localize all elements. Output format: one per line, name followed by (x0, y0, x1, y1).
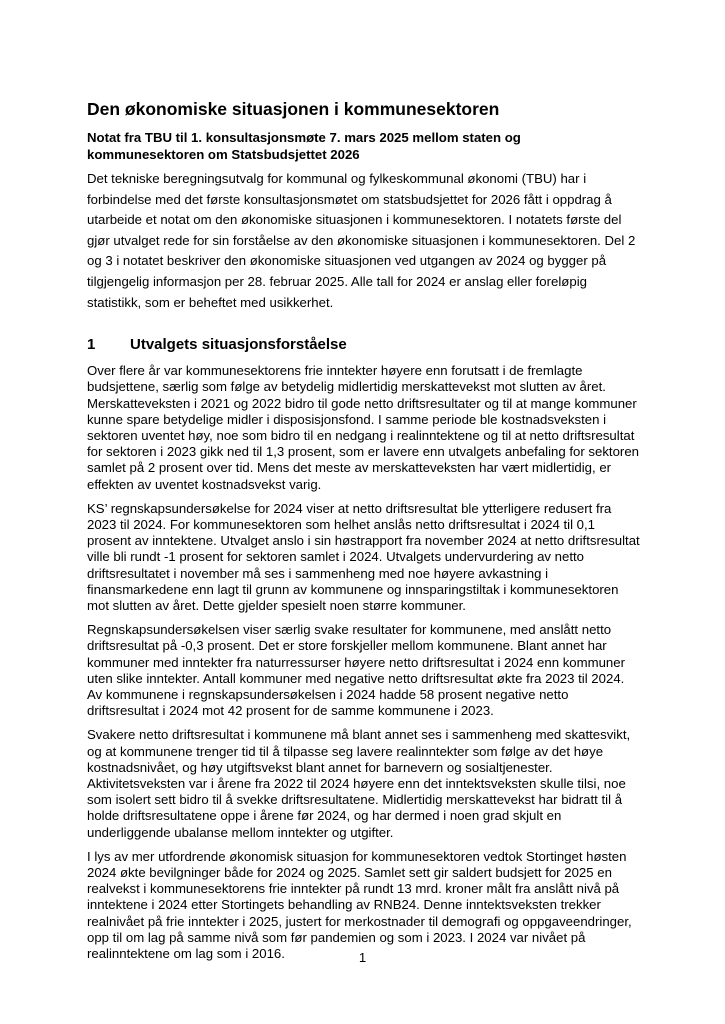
body-paragraph: Svakere netto driftsresultat i kommunene må blant annet ses i sammenheng med skattesvikt, og at kommunene trenger tid til å tilpasse seg lavere realinntekter som følge av det høye kostnadsnivået, og høy utgiftsvekst blant annet for barnevern og sosialtjenester. Aktivitetsveksten var i årene fra 2022 til 2024 høyere enn det inntektsveksten skulle tilsi, noe som isolert sett bidro til å svekke driftsresultatene. Midlertidig merskattevekst har bidratt til å holde driftsresultatene oppe i årene før 2024, og har dermed i noen grad skjult en underliggende ubalanse mellom inntekter og utgifter. (87, 727, 631, 840)
section-heading (87, 335, 640, 354)
body-paragraph: Regnskapsundersøkelsen viser særlig svake resultater for kommunene, med anslått netto driftsresultat på -0,3 prosent. Det er store forskjeller mellom kommunene. Blant annet har kommuner med inntekter fra naturressurser høyere netto driftsresultat i 2024 enn kommuner uten slike inntekter. Antall kommuner med negative netto driftsresultat økte fra 2023 til 2024. Av kommunene i regnskapsundersøkelsen i 2024 hadde 58 prosent negative netto driftsresultat i 2024 mot 42 prosent for de samme kommunene i 2023. (87, 622, 625, 719)
document-title: Den økonomiske situasjonen i kommunesektoren (87, 99, 500, 119)
document-subtitle: Notat fra TBU til 1. konsultasjonsmøte 7. mars 2025 mellom staten og kommunesektoren om Statsbudsjettet 2026 (87, 130, 521, 162)
intro-paragraph: Det tekniske beregningsutvalg for kommunal og fylkeskommunal økonomi (TBU) har i forbindelse med det første konsultasjonsmøtet om statsbudsjettet for 2026 fått i oppdrag å utarbeide et notat om den økonomiske situasjonen i kommunesektoren. I notatets første del gjør utvalget rede for sin forståelse av den økonomiske situasjonen i kommunesektoren. Del 2 og 3 i notatet beskriver den økonomiske situasjonen ved utgangen av 2024 og bygger på tilgjengelig informasjon per 28. februar 2025. Alle tall for 2024 er anslag eller foreløpig statistikk, som er beheftet med usikkerhet. (87, 171, 636, 310)
body-paragraph: Over flere år var kommunesektorens frie inntekter høyere enn forutsatt i de fremlagte budsjettene, særlig som følge av betydelig midlertidig merskattevekst mot slutten av året. Merskatteveksten i 2021 og 2022 bidro til gode netto driftsresultater og til at mange kommuner kunne spare betydelige midler i disposisjonsfond. I samme periode ble kostnadsveksten i sektoren uventet høy, noe som bidro til en nedgang i realinntektene og til at netto driftsresultat for sektoren i 2023 gikk ned til 1,3 prosent, som er lavere enn utvalgets anbefaling for sektoren samlet på 2 prosent over tid. Mens det meste av merskatteveksten har vært midlertidig, er effekten av uventet kostnadsvekst varig. (87, 363, 639, 492)
section-heading-text: Utvalgets situasjonsforståelse (130, 336, 347, 354)
page-number: 1 (358, 950, 367, 965)
body-paragraph: KS’ regnskapsundersøkelse for 2024 viser at netto driftsresultat ble ytterligere redusert fra 2023 til 2024. For kommunesektoren som helhet anslås netto driftsresultat i 2024 til 0,1 prosent av inntektene. Utvalget anslo i sin høstrapport fra november 2024 at netto driftsresultat ville bli rundt -1 prosent for sektoren samlet i 2024. Utvalgets undervurdering av netto driftsresultatet i november må ses i sammenheng med noe høyere avkastning i finansmarkedene enn lagt til grunn av kommunene og innsparingstiltak i kommunesektoren mot slutten av året. Dette gjelder spesielt noen større kommuner. (87, 500, 640, 613)
section-number: 1 (87, 336, 96, 354)
body-paragraph: I lys av mer utfordrende økonomisk situasjon for kommunesektoren vedtok Stortinget høsten 2024 økte bevilgninger både for 2024 og 2025. Samlet sett gir saldert budsjett for 2025 en realvekst i kommunesektorens frie inntekter på rundt 13 mrd. kroner målt fra anslått nivå på inntektene i 2024 etter Stortingets behandling av RNB24. Denne inntektsveksten trekker realnivået på frie inntekter i 2025, justert for merkostnader til demografi og oppgaveendringer, opp til om lag på samme nivå som før pandemien og som i 2023. I 2024 var nivået på realinntektene om lag som i 2016. (87, 848, 632, 962)
document-page (87, 98, 640, 970)
